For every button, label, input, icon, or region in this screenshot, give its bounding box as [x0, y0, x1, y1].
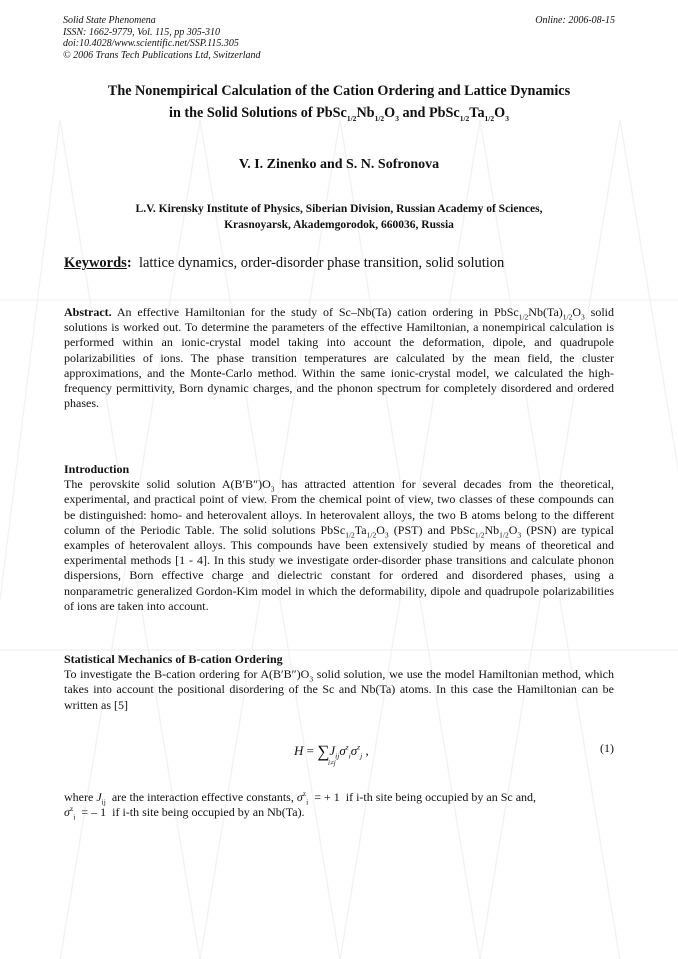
affiliation-line-1: L.V. Kirensky Institute of Physics, Siberian Division, Russian Academy of Sciences, [135, 203, 543, 215]
online-date: Online: 2006-08-15 [535, 15, 615, 26]
sum-symbol: ∑ [317, 742, 330, 761]
authors: V. I. Zinenko and S. N. Sofronova [238, 157, 440, 172]
statmech-section [64, 652, 614, 713]
introduction-section [64, 462, 614, 614]
title-line-1: The Nonempirical Calculation of the Cation Ordering and Lattice Dynamics [107, 83, 571, 99]
statmech-heading: Statistical Mechanics of B-cation Ordering [64, 652, 283, 666]
journal-issn: ISSN: 1662-9779, Vol. 115, pp 305-310 [63, 26, 221, 38]
abstract-label: Abstract. [64, 305, 112, 319]
keywords: Keywords: lattice dynamics, order-disorder phase transition, solid solution [64, 255, 505, 271]
journal-copyright: © 2006 Trans Tech Publications Ltd, Switzerland [63, 49, 261, 61]
where-text: where $J_{ij}$ are the interaction effective constants, $\sigma^z_i$ = + 1 if i-th site being occupied by an Sc and, $\sigma^z_i$ = – 1 if i-th site being occupied by an Nb(Ta). [64, 789, 537, 822]
affiliation-line-2: Krasnoyarsk, Akademgorodok, 660036, Russia [224, 219, 454, 231]
statmech-text: To investigate the B-cation ordering for $A(B'B'')O_3$ solid solution, we use the model Hamiltonian method, which takes into account the positional disordering of the Sc and Nb(Ta) atoms. In this case the Hamiltonian can be written as [5] [64, 667, 614, 712]
paper-title [40, 80, 638, 124]
abstract: Abstract. An effective Hamiltonian for the study of Sc–Nb(Ta) cation ordering in $PbSc_{1/2}Nb(Ta)_{1/2}O_3$ solid solutions is worked out. To determine the parameters of the effective Hamiltonian, a nonempirical calculation is performed within an ionic-crystal model taking into account the deformation, dipole, and quadrupole polarizabilities of ions. The phase transition temperatures are calculated by the mean field, the cluster approximations, and the Monte-Carlo method. Within the same ionic-crystal model, we calculated the high-frequency permittivity, Born dynamic charges, and the phonon spectrum for completely disordered and ordered phases. [64, 305, 614, 411]
keywords-text: lattice dynamics, order-disorder phase transition, solid solution [131, 255, 505, 271]
equation-number: (1) [600, 741, 614, 755]
keywords-label: Keywords [64, 255, 127, 271]
equation-1 [64, 738, 614, 774]
journal-doi: doi:10.4028/www.scientific.net/SSP.115.305 [63, 38, 239, 49]
introduction-heading: Introduction [64, 462, 130, 476]
journal-header [63, 15, 261, 61]
introduction-text: The perovskite solid solution $A(B'B'')O_3$ has attracted attention for several decades from the theoretical, experimental, and practical point of view. From the chemical point of view, two classes of these compounds can be distinguished: homo- and heterovalent alloys. In heterovalent alloys, the two B atoms belong to the different column of the Periodic Table. The solid solutions $PbSc_{1/2}Ta_{1/2}O_3$ (PST) and $PbSc_{1/2}Nb_{1/2}O_3$ (PSN) are typical examples of heterovalent alloys. This compounds have been extensively studied by means of theoretical and experimental methods [1 - 4]. In this study we investigate order-disorder phase transitions and calculate phonon dispersions, Born effective charge and dielectric constant for ordered and disordered phases, using a nonparametric generalized Gordon-Kim model in which the deformability, dipole and quadrupole polarizabilities of ions are taken into account. [64, 477, 615, 613]
journal-name: Solid State Phenomena [63, 15, 156, 26]
title-line-2: in the Solid Solutions of $PbSc_{1/2}Nb_{1/2}O_3$ and $PbSc_{1/2}Ta_{1/2}O_3$ [169, 105, 509, 123]
affiliation [40, 201, 638, 233]
hamiltonian-equation: H = ∑ i≠j $J_{ij}\sigma^z_i\sigma^z_j$ , [294, 742, 369, 767]
